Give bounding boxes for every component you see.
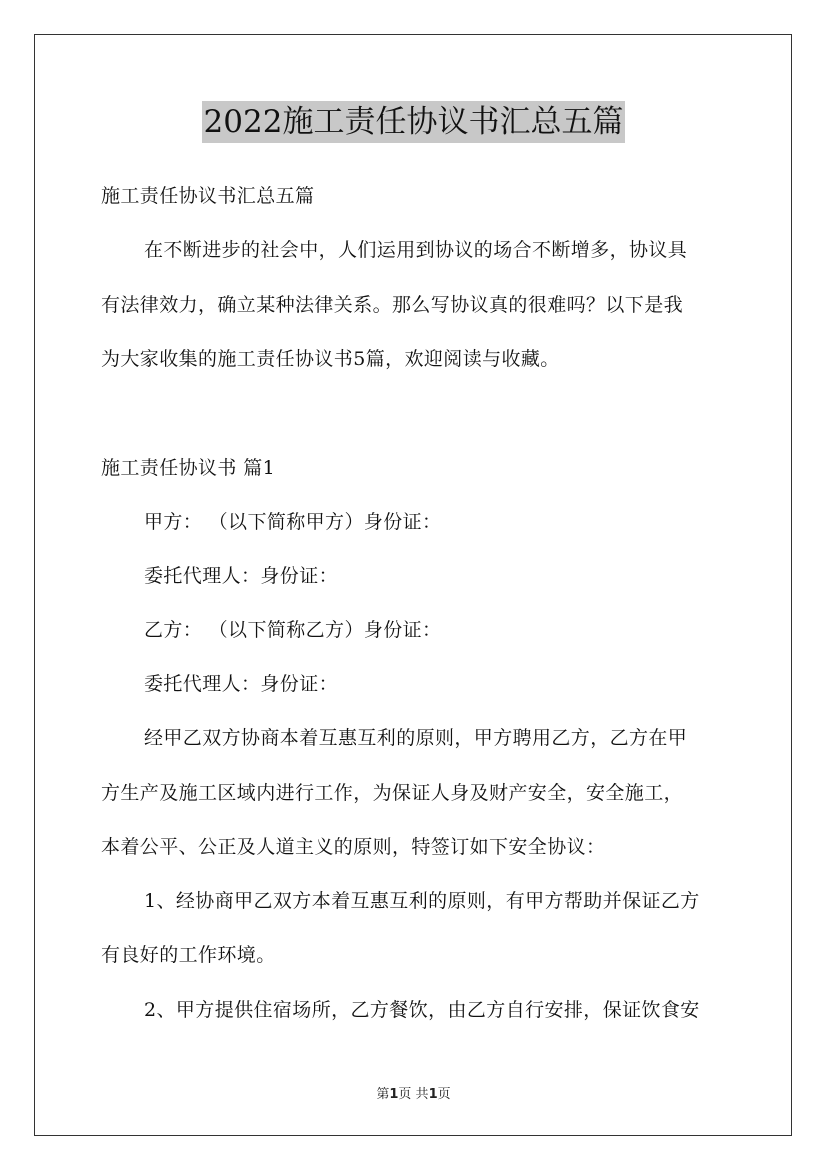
footer-prefix: 第 — [376, 1087, 390, 1102]
party-a-agent-line: 委托代理人：身份证： — [144, 565, 339, 587]
clause-1-line-1: 1、经协商甲乙双方本着互惠互利的原则，有甲方帮助并保证乙方 — [144, 890, 700, 912]
body-line-2: 方生产及施工区域内进行工作，为保证人身及财产安全，安全施工， — [101, 782, 684, 804]
body-line-1: 经甲乙双方协商本着互惠互利的原则，甲方聘用乙方，乙方在甲 — [144, 727, 688, 749]
section-heading: 施工责任协议书 篇1 — [101, 457, 276, 479]
clause-1-line-2: 有良好的工作环境。 — [101, 944, 276, 966]
page-footer — [0, 1083, 827, 1102]
intro-line-3: 为大家收集的施工责任协议书5篇，欢迎阅读与收藏。 — [101, 348, 560, 370]
body-line-3: 本着公平、公正及人道主义的原则，特签订如下安全协议： — [101, 836, 606, 858]
party-b-agent-line: 委托代理人：身份证： — [144, 673, 339, 695]
party-b-line: 乙方： （以下简称乙方）身份证： — [144, 619, 442, 641]
footer-page-total: 1 — [428, 1087, 438, 1102]
title-container — [0, 101, 827, 143]
party-a-line: 甲方： （以下简称甲方）身份证： — [144, 511, 442, 533]
intro-line-1: 在不断进步的社会中，人们运用到协议的场合不断增多，协议具 — [144, 239, 688, 261]
subtitle-line: 施工责任协议书汇总五篇 — [101, 185, 315, 207]
footer-page-number: 1 — [389, 1087, 399, 1102]
document-title: 2022施工责任协议书汇总五篇 — [202, 101, 626, 143]
footer-mid: 页 共 — [398, 1087, 429, 1102]
intro-line-2: 有法律效力，确立某种法律关系。那么写协议真的很难吗？以下是我 — [101, 294, 684, 316]
clause-2-line-1: 2、甲方提供住宿场所，乙方餐饮，由乙方自行安排，保证饮食安 — [144, 999, 700, 1021]
footer-suffix: 页 — [437, 1087, 451, 1102]
